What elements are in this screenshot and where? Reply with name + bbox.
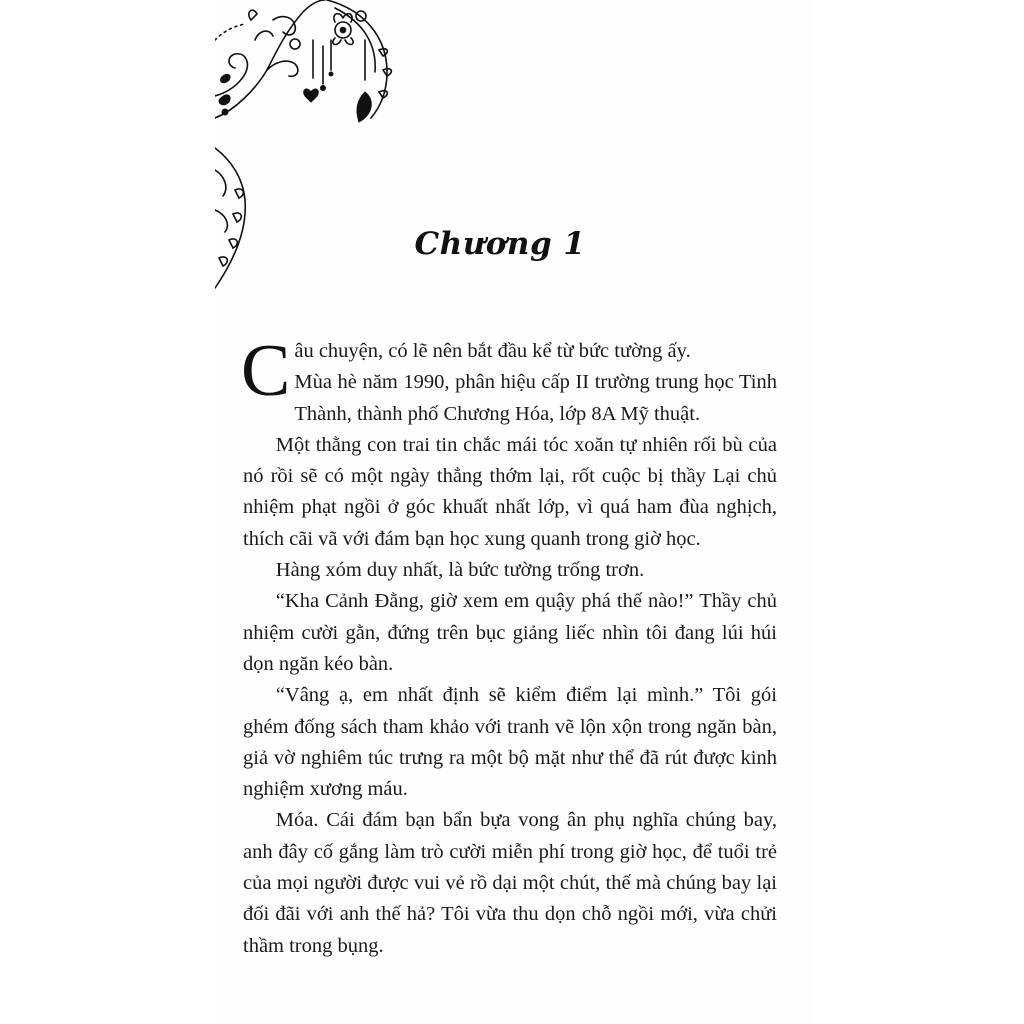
paragraph: Một thằng con trai tin chắc mái tóc xoăn tự nhiên rối bù của nó rồi sẽ có một ngày thẳng thớm lại, rốt cuộc bị thầy Lại chủ nhiệm phạt ngồi ở góc khuất nhất lớp, vì quá ham đùa nghịch, thích cãi vã với đám bạn học xung quanh trong giờ học. [243, 433, 777, 550]
opening-line: âu chuyện, có lẽ nên bắt đầu kể từ bức tường ấy. [294, 340, 691, 362]
paragraph: Mùa hè năm 1990, phân hiệu cấp II trường trung học Tinh Thành, thành phố Chương Hóa, lớp 8A Mỹ thuật. [294, 371, 777, 425]
chapter-body [241, 330, 777, 962]
paragraph: “Kha Cảnh Đằng, giờ xem em quậy phá thế nào!” Thầy chủ nhiệm cười gằn, đứng trên bục giảng liếc nhìn tôi đang lúi húi dọn ngăn kéo bàn. [243, 590, 777, 675]
drop-cap: C [241, 330, 291, 412]
paragraph: “Vâng ạ, em nhất định sẽ kiểm điểm lại mình.” Tôi gói ghém đống sách tham khảo với tranh vẽ lộn xộn trong ngăn bàn, giả vờ nghiêm túc trưng ra một bộ mặt như thể đã rút được kinh nghiệm xương máu. [243, 684, 777, 801]
paragraph: Hàng xóm duy nhất, là bức tường trống trơn. [275, 559, 645, 582]
paragraph: Móa. Cái đám bạn bẩn bựa vong ân phụ nghĩa chúng bay, anh đây cố gắng làm trò cười miễn phí trong giờ học, để tuổi trẻ của mọi người được vui vẻ rồ dại một chút, thế mà chúng bay lại đối đãi với anh thế hả? Tôi vừa thu dọn chỗ ngồi mới, vừa chửi thầm trong bụng. [243, 809, 777, 957]
chapter-title: Chương 1 [414, 226, 586, 262]
